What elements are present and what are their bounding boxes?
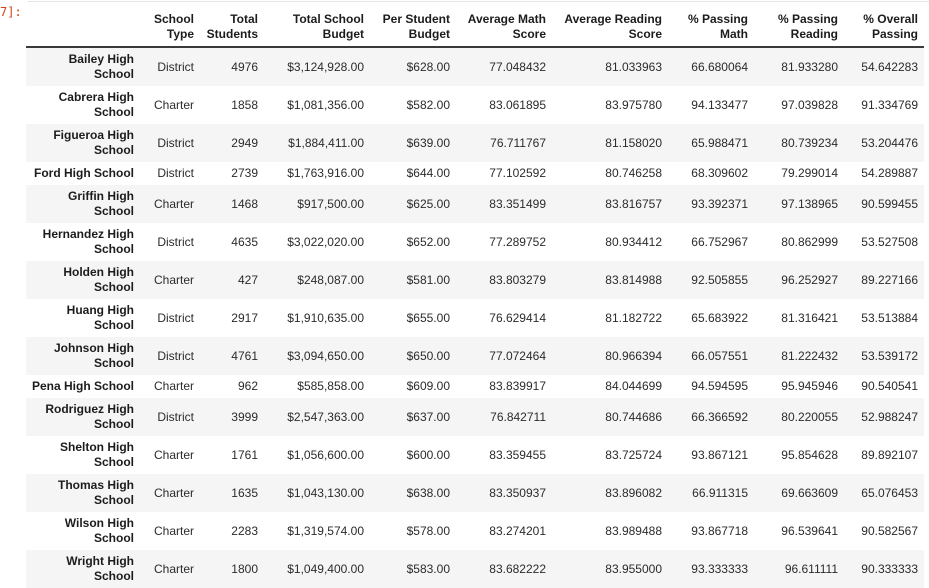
table-body (26, 47, 924, 588)
table-cell: $917,500.00 (297, 196, 364, 211)
row-index-school-name: Wilson High School (64, 516, 134, 545)
table-cell: 91.334769 (861, 97, 918, 112)
table-cell: $609.00 (406, 379, 450, 393)
table-cell: 83.274201 (489, 523, 546, 538)
table-cell: 77.072464 (489, 348, 546, 363)
table-cell: $578.00 (406, 523, 450, 538)
table-cell: 80.934412 (605, 234, 662, 249)
table-cell: 96.611111 (784, 561, 838, 576)
table-cell: 2917 (231, 310, 258, 325)
table-cell: Charter (153, 561, 194, 576)
table-cell: $1,884,411.00 (288, 135, 364, 150)
column-header: % Passing Reading (777, 12, 838, 41)
table-cell: $1,049,400.00 (287, 561, 364, 576)
table-cell: $638.00 (406, 485, 450, 500)
table-cell: 96.539641 (781, 523, 838, 538)
table-cell: 95.854628 (781, 447, 838, 462)
row-index-school-name: Wright High School (66, 554, 134, 583)
table-cell: 2739 (231, 166, 258, 180)
table-cell: 80.744686 (605, 409, 662, 424)
table-cell: 93.392371 (691, 196, 748, 211)
row-index-school-name: Holden High School (63, 265, 134, 294)
table-cell: 1800 (231, 561, 258, 576)
column-header: Total Students (206, 12, 258, 41)
table-cell: 90.582567 (861, 523, 918, 538)
table-cell: Charter (153, 523, 194, 538)
column-header: % Overall Passing (863, 12, 918, 41)
table-cell: $3,094,650.00 (287, 348, 364, 363)
table-cell: 89.892107 (861, 447, 918, 462)
table-cell: 4635 (231, 234, 258, 249)
table-cell: 4976 (231, 59, 258, 74)
index-header (26, 8, 140, 47)
table-row (26, 86, 924, 124)
table-row (26, 436, 924, 474)
output-prompt: 7]: (0, 5, 22, 19)
table-cell: 54.642283 (861, 59, 918, 74)
table-cell: District (157, 166, 194, 180)
table-cell: 97.138965 (781, 196, 838, 211)
table-row (26, 124, 924, 162)
row-index-school-name: Pena High School (32, 379, 135, 393)
table-cell: 3999 (231, 409, 258, 424)
table-header (26, 8, 924, 47)
table-cell: $628.00 (406, 59, 450, 74)
table-cell: District (157, 234, 194, 249)
table-cell: 83.061895 (489, 97, 546, 112)
column-header: Total School Budget (292, 12, 364, 41)
table-cell: $1,319,574.00 (287, 523, 364, 538)
table-row (26, 337, 924, 375)
table-cell: 65.076453 (861, 485, 918, 500)
dataframe-table (26, 8, 924, 588)
table-cell: 94.133477 (691, 97, 748, 112)
table-cell: 77.289752 (489, 234, 546, 249)
table-cell: 65.988471 (691, 135, 748, 150)
table-cell: 80.966394 (605, 348, 662, 363)
row-index-school-name: Johnson High School (54, 341, 134, 370)
table-cell: Charter (153, 379, 194, 393)
table-cell: $644.00 (406, 166, 450, 180)
row-index-school-name: Ford High School (34, 166, 134, 180)
table-cell: 77.048432 (489, 59, 546, 74)
table-cell: 1468 (231, 196, 258, 211)
table-cell: 81.182722 (605, 310, 662, 325)
table-row (26, 550, 924, 588)
table-cell: 81.033963 (605, 59, 662, 74)
table-row (26, 299, 924, 337)
table-cell: 97.039828 (781, 97, 838, 112)
table-cell: 83.989488 (605, 523, 662, 538)
table-row (26, 47, 924, 86)
table-cell: 84.044699 (605, 379, 662, 393)
table-cell: 962 (237, 379, 258, 393)
table-cell: 53.539172 (861, 348, 918, 363)
table-cell: 54.289887 (861, 166, 918, 180)
table-row (26, 375, 924, 398)
table-cell: 93.867718 (691, 523, 748, 538)
table-row (26, 512, 924, 550)
table-row (26, 474, 924, 512)
table-cell: 83.814988 (605, 272, 662, 287)
table-cell: Charter (153, 97, 194, 112)
table-cell: 80.220055 (781, 409, 838, 424)
table-cell: $1,056,600.00 (287, 447, 364, 462)
table-cell: Charter (153, 196, 194, 211)
table-row (26, 185, 924, 223)
row-index-school-name: Thomas High School (57, 478, 134, 507)
table-cell: 95.945946 (781, 379, 838, 393)
table-cell: 427 (237, 272, 258, 287)
table-cell: 83.351499 (489, 196, 546, 211)
table-cell: $585,858.00 (297, 379, 364, 393)
table-cell: Charter (153, 485, 194, 500)
table-cell: $655.00 (406, 310, 450, 325)
table-cell: District (157, 348, 194, 363)
table-cell: $581.00 (406, 272, 450, 287)
table-cell: 52.988247 (861, 409, 918, 424)
table-cell: $1,763,916.00 (287, 166, 364, 180)
table-cell: 83.682222 (489, 561, 546, 576)
table-cell: 92.505855 (691, 272, 748, 287)
table-cell: District (157, 59, 194, 74)
table-cell: 81.222432 (781, 348, 838, 363)
table-cell: $637.00 (406, 409, 450, 424)
row-index-school-name: Cabrera High School (58, 90, 134, 119)
table-cell: District (157, 409, 194, 424)
table-row (26, 162, 924, 185)
table-cell: 80.739234 (781, 135, 838, 150)
table-cell: 65.683922 (691, 310, 748, 325)
table-cell: 76.842711 (490, 409, 546, 424)
table-cell: $583.00 (406, 561, 450, 576)
table-cell: District (157, 135, 194, 150)
table-cell: Charter (153, 272, 194, 287)
row-index-school-name: Shelton High School (60, 440, 134, 469)
table-cell: 77.102592 (489, 166, 546, 180)
row-index-school-name: Griffin High School (68, 189, 134, 218)
table-cell: 66.680064 (691, 59, 748, 74)
table-cell: 89.227166 (861, 272, 918, 287)
table-cell: 76.711767 (490, 135, 546, 150)
table-cell: 96.252927 (781, 272, 838, 287)
table-cell: $1,910,635.00 (287, 310, 364, 325)
table-cell: 83.955000 (605, 561, 662, 576)
column-header: School Type (153, 12, 194, 41)
table-row (26, 261, 924, 299)
table-cell: 83.359455 (489, 447, 546, 462)
table-cell: 66.057551 (691, 348, 748, 363)
table-cell: 83.896082 (605, 485, 662, 500)
column-header: Average Math Score (467, 12, 546, 41)
table-cell: 2283 (231, 523, 258, 538)
table-cell: $2,547,363.00 (287, 409, 364, 424)
table-cell: $3,124,928.00 (287, 59, 364, 74)
table-cell: 66.752967 (691, 234, 748, 249)
table-cell: 53.527508 (861, 234, 918, 249)
table-cell: 93.867121 (691, 447, 748, 462)
column-header: % Passing Math (687, 12, 748, 41)
table-cell: 53.513884 (861, 310, 918, 325)
table-row (26, 223, 924, 261)
notebook-output-area (26, 8, 924, 588)
table-cell: 94.594595 (691, 379, 748, 393)
table-cell: $625.00 (406, 196, 450, 211)
row-index-school-name: Figueroa High School (53, 128, 134, 157)
table-cell: 4761 (231, 348, 258, 363)
table-cell: 90.599455 (861, 196, 918, 211)
table-cell: 69.663609 (781, 485, 838, 500)
table-cell: 90.540541 (861, 379, 918, 393)
table-cell: 81.316421 (781, 310, 838, 325)
table-cell: 1635 (231, 485, 258, 500)
table-cell: 66.366592 (691, 409, 748, 424)
row-index-school-name: Huang High School (66, 303, 134, 332)
table-cell: 68.309602 (691, 166, 748, 180)
table-cell: $639.00 (406, 135, 450, 150)
table-cell: Charter (153, 447, 194, 462)
table-cell: District (157, 310, 194, 325)
table-cell: 90.333333 (861, 561, 918, 576)
table-cell: 2949 (231, 135, 258, 150)
column-header: Per Student Budget (382, 12, 450, 41)
table-cell: $248,087.00 (297, 272, 364, 287)
table-cell: $1,081,356.00 (287, 97, 364, 112)
row-index-school-name: Hernandez High School (42, 227, 134, 256)
table-cell: 76.629414 (489, 310, 546, 325)
table-cell: 93.333333 (691, 561, 748, 576)
table-cell: $600.00 (406, 447, 450, 462)
table-cell: 53.204476 (861, 135, 918, 150)
table-cell: $652.00 (406, 234, 450, 249)
table-cell: 79.299014 (781, 166, 838, 180)
table-cell: 83.975780 (605, 97, 662, 112)
cell-output-divider (28, 1, 929, 2)
row-index-school-name: Rodriguez High School (45, 402, 134, 431)
table-cell: 83.816757 (605, 196, 662, 211)
table-cell: $650.00 (406, 348, 450, 363)
table-cell: 66.911315 (692, 485, 748, 500)
header-row (26, 8, 924, 47)
table-cell: 83.350937 (489, 485, 546, 500)
table-cell: $1,043,130.00 (287, 485, 364, 500)
column-header: Average Reading Score (564, 12, 662, 41)
table-cell: 81.158020 (605, 135, 662, 150)
table-cell: $582.00 (406, 97, 450, 112)
table-cell: 83.839917 (489, 379, 546, 393)
table-cell: 1761 (231, 447, 258, 462)
table-row (26, 398, 924, 436)
table-cell: 80.746258 (605, 166, 662, 180)
table-cell: 80.862999 (781, 234, 838, 249)
table-cell: 83.725724 (605, 447, 662, 462)
row-index-school-name: Bailey High School (68, 52, 134, 81)
table-cell: $3,022,020.00 (287, 234, 364, 249)
table-cell: 81.933280 (781, 59, 838, 74)
table-cell: 83.803279 (489, 272, 546, 287)
table-cell: 1858 (231, 97, 258, 112)
